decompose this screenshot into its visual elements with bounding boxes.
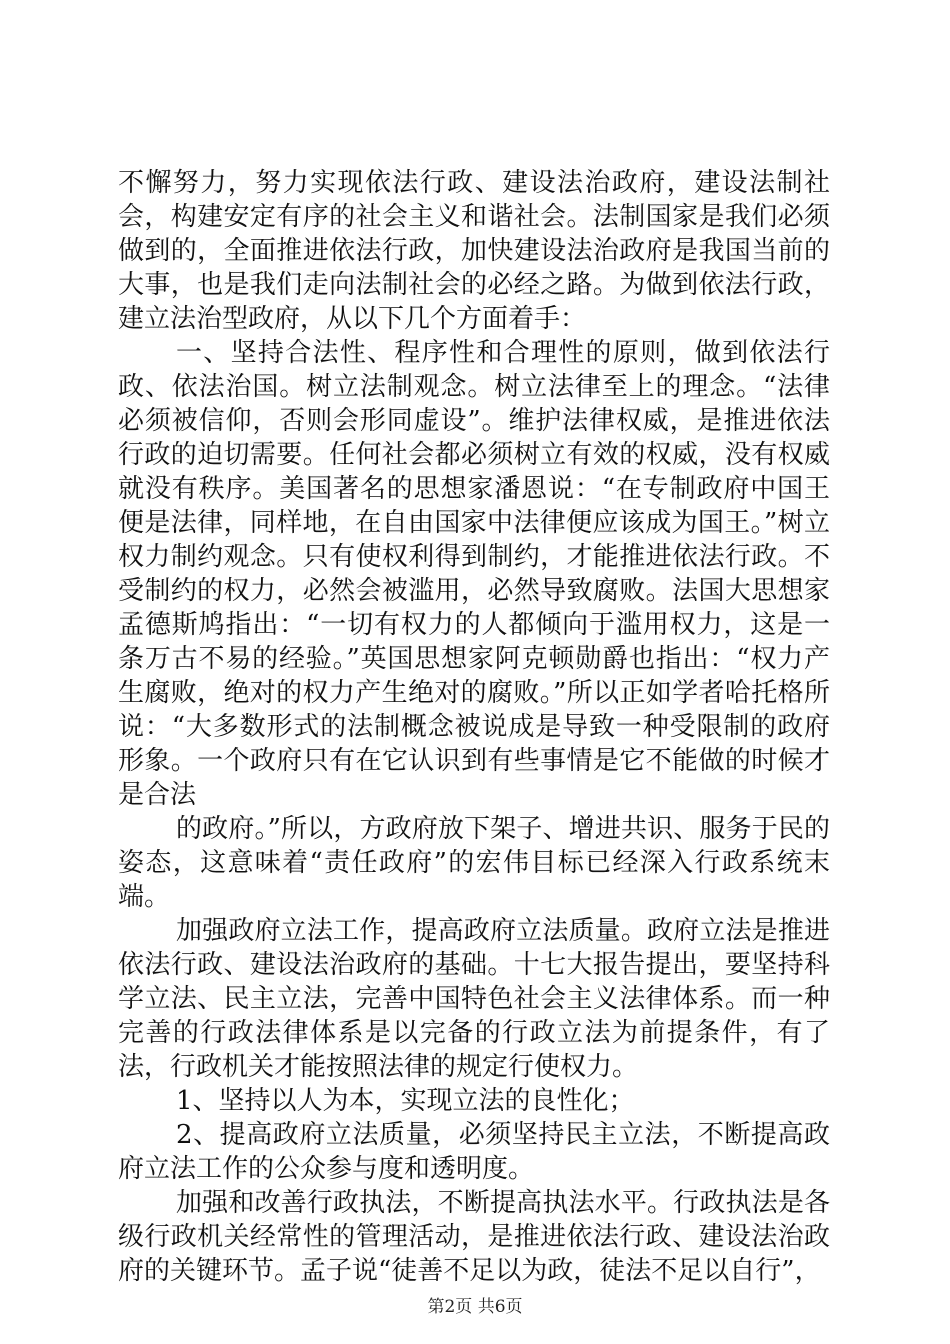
- paragraph-legal-government: 的政府。”所以，方政府放下架子、增进共识、服务于民的姿态，这意味着“责任政府”的宏伟目标已经深入行政系统末端。: [118, 814, 830, 912]
- paragraph-enforcement: 加强和改善行政执法，不断提高执法水平。行政执法是各级行政机关经常性的管理活动，是推进依法行政、建设法治政府的关键环节。孟子说“徒善不足以为政，徒法不足以自行”，: [118, 1188, 830, 1286]
- paragraph-section-one: 一、坚持合法性、程序性和合理性的原则，做到依法行政、依法治国。树立法制观念。树立法律至上的理念。“法律必须被信仰，否则会形同虚设”。维护法律权威，是推进依法行政的迫切需要。任何社会都必须树立有效的权威，没有权威就没有秩序。美国著名的思想家潘恩说：“在专制政府中国王便是法律，同样地，在自由国家中法律便应该成为国王。”树立权力制约观念。只有使权利得到制约，才能推进依法行政。不受制约的权力，必然会被滥用，必然导致腐败。法国大思想家孟德斯鸠指出：“一切有权力的人都倾向于滥用权力，这是一条万古不易的经验。”英国思想家阿克顿勋爵也指出：“权力产生腐败，绝对的权力产生绝对的腐败。”所以正如学者哈托格所说：“大多数形式的法制概念被说成是导致一种受限制的政府形象。一个政府只有在它认识到有些事情是它不能做的时候才是合法: [118, 338, 830, 810]
- document-body: [118, 166, 830, 1288]
- page-footer: 第2页 共6页: [427, 1297, 523, 1317]
- list-item-2: 2、提高政府立法质量，必须坚持民主立法，不断提高政府立法工作的公众参与度和透明度。: [118, 1120, 830, 1184]
- paragraph-legislation: 加强政府立法工作，提高政府立法质量。政府立法是推进依法行政、建设法治政府的基础。十七大报告提出，要坚持科学立法、民主立法，完善中国特色社会主义法律体系。而一种完善的行政法律体系是以完备的行政立法为前提条件，有了法，行政机关才能按照法律的规定行使权力。: [118, 916, 830, 1082]
- list-item-1: 1、坚持以人为本，实现立法的良性化；: [176, 1086, 635, 1116]
- paragraph-intro: 不懈努力，努力实现依法行政、建设法治政府，建设法制社会，构建安定有序的社会主义和谐社会。法制国家是我们必须做到的，全面推进依法行政，加快建设法治政府是我国当前的大事，也是我们走向法制社会的必经之路。为做到依法行政，建立法治型政府，从以下几个方面着手：: [118, 168, 830, 334]
